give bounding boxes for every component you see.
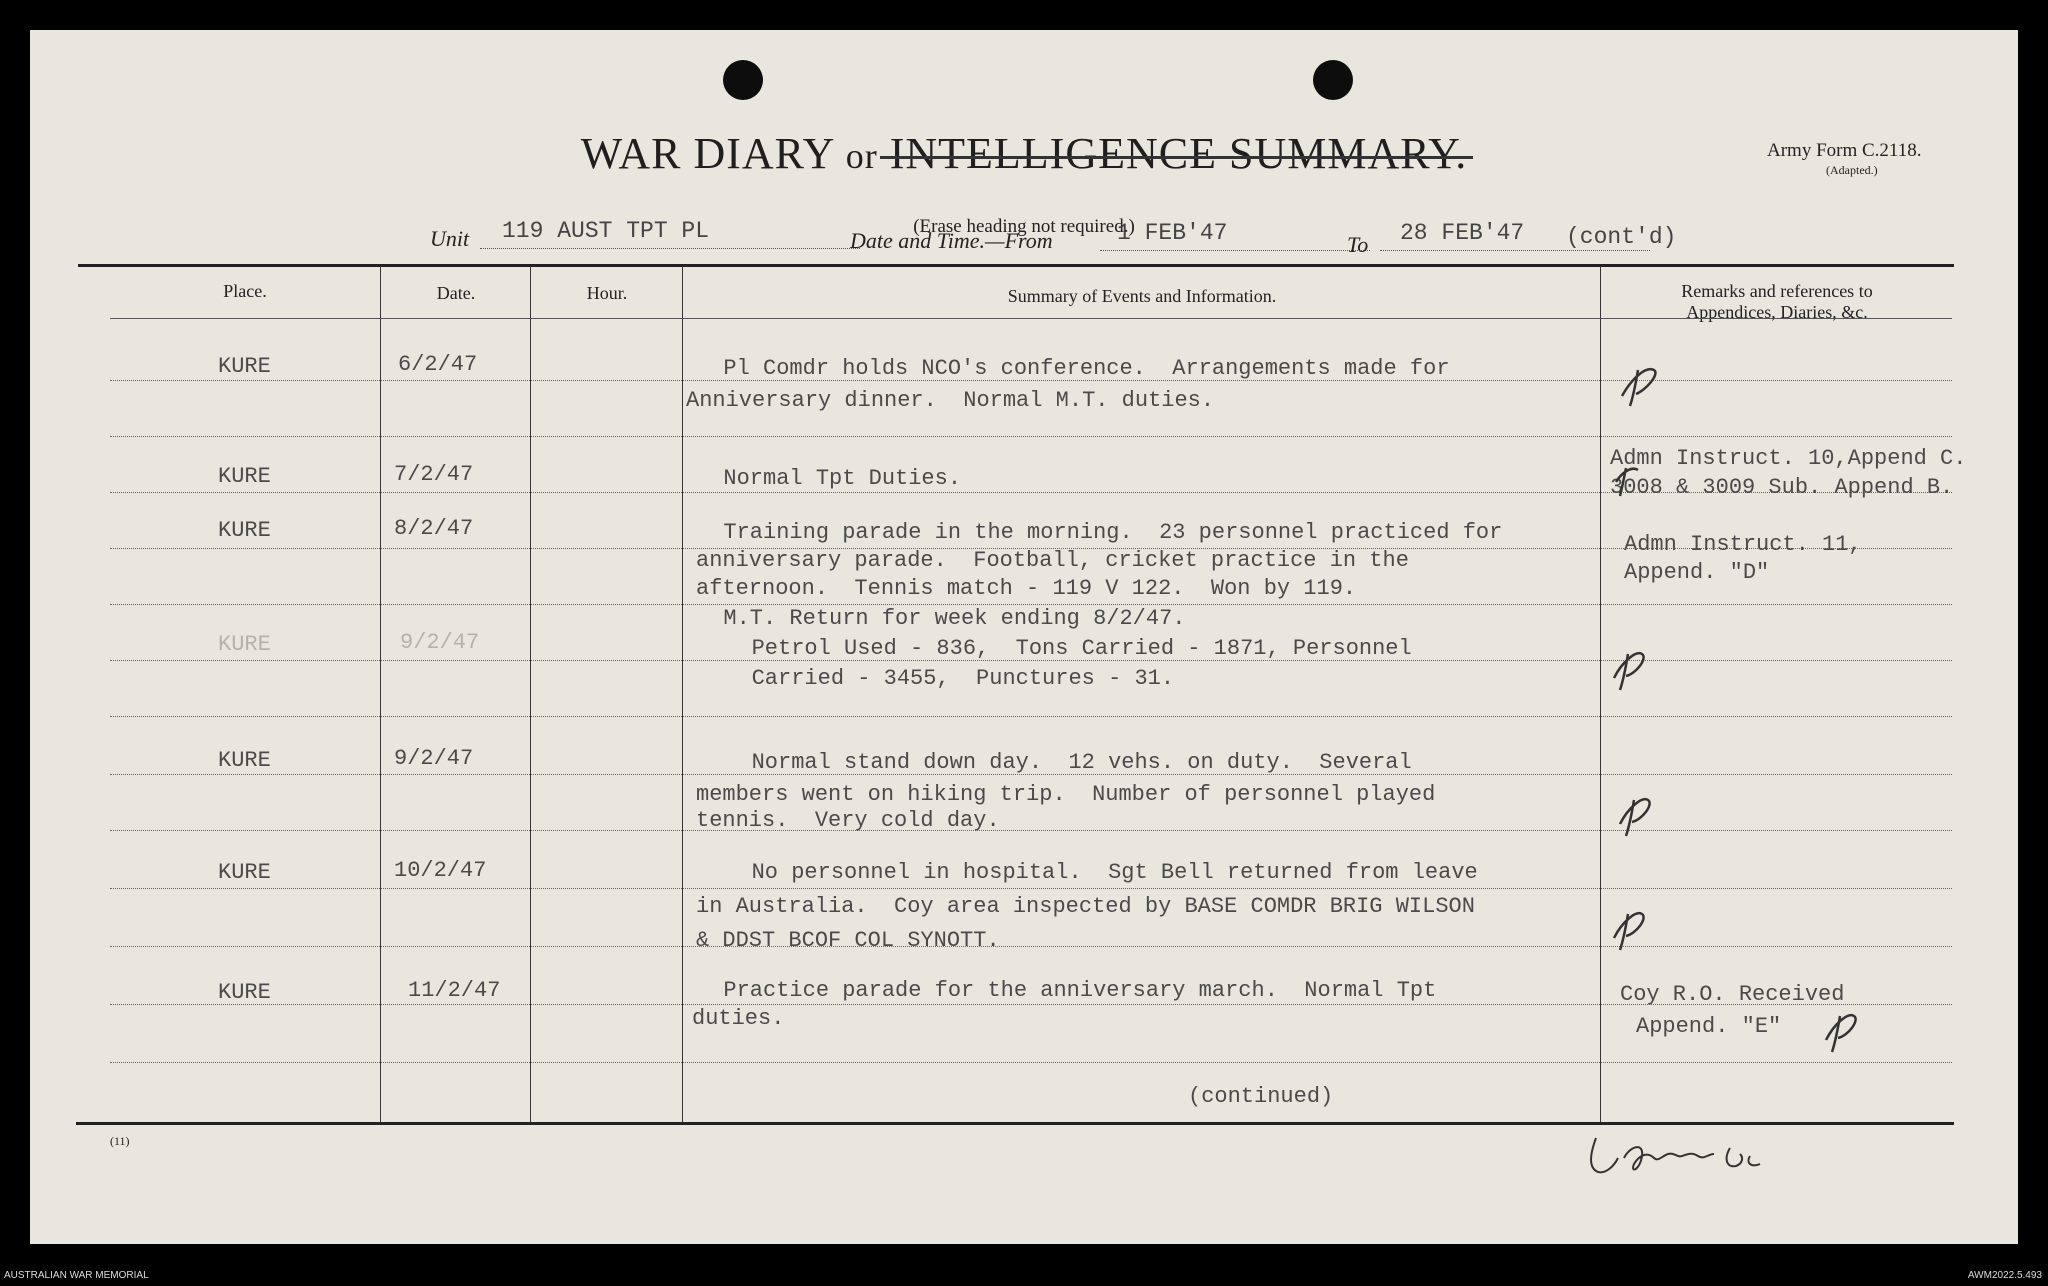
entry-text: Carried - 3455, Punctures - 31. (712, 666, 1175, 691)
initials-mark (1614, 790, 1660, 838)
entry-place: KURE (218, 354, 271, 379)
entry-date: 11/2/47 (408, 978, 501, 1003)
footer-right: AWM2022.5.493 (1967, 1270, 2042, 1281)
unit-label: Unit (430, 226, 470, 251)
entry-date: 7/2/47 (394, 462, 474, 487)
entry-place: KURE (218, 632, 271, 657)
page-title (30, 128, 2018, 179)
initials-mark (1612, 458, 1642, 498)
punch-hole-left (723, 60, 763, 100)
entry-remark: 3008 & 3009 Sub. Append B. (1610, 475, 1954, 500)
col-header-remarks-2: Appendices, Diaries, &c. (1686, 302, 1868, 322)
entry-place: KURE (218, 518, 271, 543)
entry-remark: Coy R.O. Received (1620, 982, 1845, 1007)
col-header-remarks-1: Remarks and references to (1681, 281, 1873, 301)
entry-remark: Append. "D" (1624, 560, 1770, 585)
entry-text: & DDST BCOF COL SYNOTT. (696, 928, 1000, 953)
continued-note: (continued) (1188, 1084, 1334, 1109)
title-or: or (845, 136, 878, 176)
erase-note: (Erase heading not required.) (913, 216, 1135, 237)
to-value: 28 FEB'47 (1400, 220, 1525, 246)
from-value: 1 FEB'47 (1117, 220, 1228, 246)
to-label: To (1347, 232, 1369, 257)
entry-text: Practice parade for the anniversary march. Normal Tpt (697, 978, 1437, 1003)
entry-text: Pl Comdr holds NCO's conference. Arrangements made for (697, 356, 1450, 381)
initials-mark (1820, 1006, 1866, 1054)
entry-remark: Append. "E" (1636, 1014, 1782, 1039)
signature (1584, 1128, 1784, 1180)
entry-text: tennis. Very cold day. (696, 808, 1000, 833)
entry-place: KURE (218, 748, 271, 773)
adapted-label: (Adapted.) (1826, 163, 1878, 177)
initials-mark (1608, 904, 1654, 952)
title-struck: INTELLIGENCE SUMMARY. (889, 129, 1468, 178)
entry-text: Training parade in the morning. 23 personnel practiced for (697, 520, 1503, 545)
row-rule (110, 946, 1952, 947)
row-rule (110, 716, 1952, 717)
date-label: Date and Time.—From (850, 228, 1053, 253)
header-rule (110, 318, 1952, 319)
unit-value: 119 AUST TPT PL (502, 218, 710, 244)
entry-text: members went on hiking trip. Number of personnel played (696, 782, 1436, 807)
to-dots (1380, 250, 1650, 251)
entry-text: Petrol Used - 836, Tons Carried - 1871, Personnel (712, 636, 1412, 661)
entry-text: Anniversary dinner. Normal M.T. duties. (686, 388, 1215, 413)
entry-date: 9/2/47 (400, 630, 480, 655)
entry-remark: Admn Instruct. 10,Append C. (1610, 446, 1967, 471)
entry-date: 9/2/47 (394, 746, 474, 771)
contd-label: (cont'd) (1566, 224, 1677, 250)
table-top-rule (78, 264, 1954, 267)
entry-text: Normal stand down day. 12 vehs. on duty. Several (712, 750, 1412, 775)
entry-place: KURE (218, 464, 271, 489)
col-header-place: Place. (223, 281, 267, 301)
row-rule (110, 436, 1952, 437)
col-header-hour: Hour. (586, 283, 628, 303)
form-number: (11) (110, 1134, 130, 1148)
entry-text: in Australia. Coy area inspected by BASE COMDR BRIG WILSON (696, 894, 1475, 919)
punch-hole-right (1313, 60, 1353, 100)
table-bottom-rule (76, 1122, 1954, 1125)
footer-left: AUSTRALIAN WAR MEMORIAL (4, 1270, 149, 1281)
entry-text: afternoon. Tennis match - 119 V 122. Won by 119. (696, 576, 1357, 601)
col-header-date: Date. (436, 283, 476, 303)
entry-text: duties. (692, 1006, 785, 1031)
entry-date: 8/2/47 (394, 516, 474, 541)
entry-date: 10/2/47 (394, 858, 487, 883)
col-divider-2 (530, 266, 531, 1122)
row-rule (110, 830, 1952, 831)
entry-text: Normal Tpt Duties. (697, 466, 962, 491)
entry-date: 6/2/47 (398, 352, 478, 377)
entry-text: M.T. Return for week ending 8/2/47. (697, 606, 1186, 631)
col-header-summary: Summary of Events and Information. (1007, 286, 1277, 306)
entry-text: anniversary parade. Football, cricket practice in the (696, 548, 1409, 573)
col-divider-1 (380, 266, 381, 1122)
row-rule (110, 604, 1952, 605)
entry-remark: Admn Instruct. 11, (1624, 532, 1862, 557)
army-form-number: Army Form C.2118. (1767, 140, 1922, 161)
col-divider-3 (682, 266, 683, 1122)
entry-place: KURE (218, 980, 271, 1005)
entry-place: KURE (218, 860, 271, 885)
col-divider-4 (1600, 266, 1601, 1122)
from-dots (1100, 250, 1370, 251)
row-rule (110, 888, 1952, 889)
unit-dots (480, 248, 860, 249)
entry-text: No personnel in hospital. Sgt Bell returned from leave (712, 860, 1478, 885)
row-rule (110, 1062, 1952, 1063)
initials-mark (1608, 644, 1654, 692)
initials-mark (1616, 360, 1666, 408)
title-main: WAR DIARY (580, 129, 834, 178)
